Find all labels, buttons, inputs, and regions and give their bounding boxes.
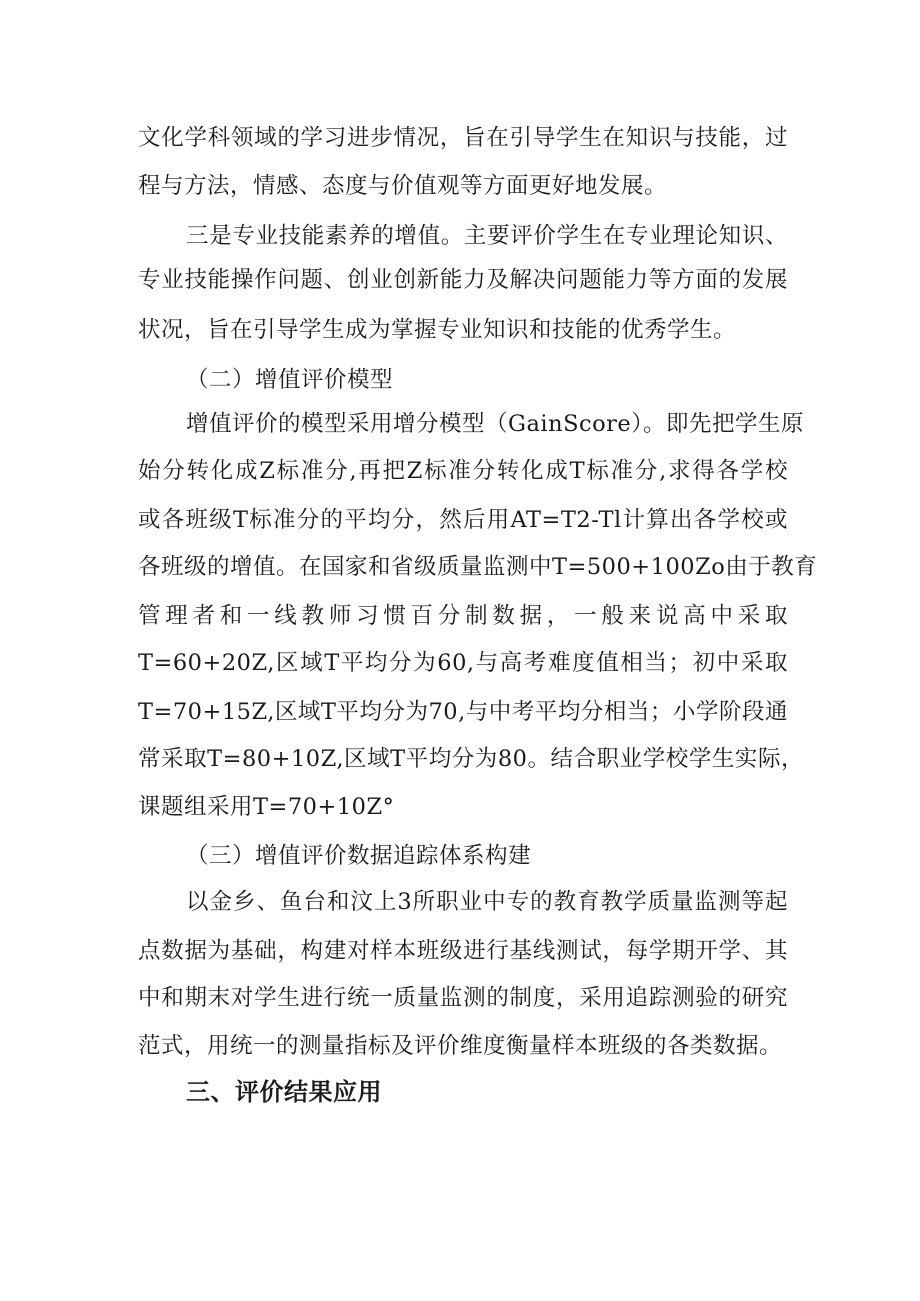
section-heading-tracking: （三）增值评价数据追踪体系构建: [186, 843, 532, 869]
paragraph-line: 点数据为基础，构建对样本班级进行基线测试，每学期开学、其: [138, 938, 788, 964]
paragraph-line: 课题组采用T=70+10Z°: [138, 794, 395, 820]
chapter-heading: 三、评价结果应用: [186, 1078, 382, 1106]
paragraph-line: 状况，旨在引导学生成为掌握专业知识和技能的优秀学生。: [138, 317, 737, 343]
paragraph-line: 常采取T=80+10Z,区域T平均分为80。结合职业学校学生实际，: [138, 746, 804, 772]
paragraph-line: 增值评价的模型采用增分模型（GainScore）。即先把学生原: [186, 411, 804, 437]
paragraph-line: 文化学科领域的学习进步情况，旨在引导学生在知识与技能，过: [138, 125, 788, 151]
paragraph-line: 三是专业技能素养的增值。主要评价学生在专业理论知识、: [186, 223, 788, 249]
paragraph-line: 中和期末对学生进行统一质量监测的制度，采用追踪测验的研究: [138, 985, 788, 1011]
paragraph-line: 管理者和一线教师习惯百分制数据，一般来说高中采取: [138, 603, 788, 629]
paragraph-line: 始分转化成Z标准分,再把Z标准分转化成T标准分,求得各学校: [138, 458, 788, 484]
paragraph-line: 或各班级T标准分的平均分，然后用AT=T2-Tl计算出各学校或: [138, 507, 788, 533]
paragraph-line: 范式，用统一的测量指标及评价维度衡量样本班级的各类数据。: [138, 1033, 783, 1059]
section-heading-model: （二）增值评价模型: [186, 367, 394, 393]
paragraph-line: 程与方法，情感、态度与价值观等方面更好地发展。: [138, 173, 668, 199]
paragraph-line: T=60+20Z,区域T平均分为60,与高考难度值相当；初中采取: [138, 650, 788, 676]
paragraph-line: 专业技能操作问题、创业创新能力及解决问题能力等方面的发展: [138, 267, 788, 293]
paragraph-line: 各班级的增值。在国家和省级质量监测中T=500+100Zo由于教育: [138, 554, 818, 580]
paragraph-line: 以金乡、鱼台和汶上3所职业中专的教育教学质量监测等起: [186, 889, 788, 915]
paragraph-line: T=70+15Z,区域T平均分为70,与中考平均分相当；小学阶段通: [138, 699, 788, 725]
